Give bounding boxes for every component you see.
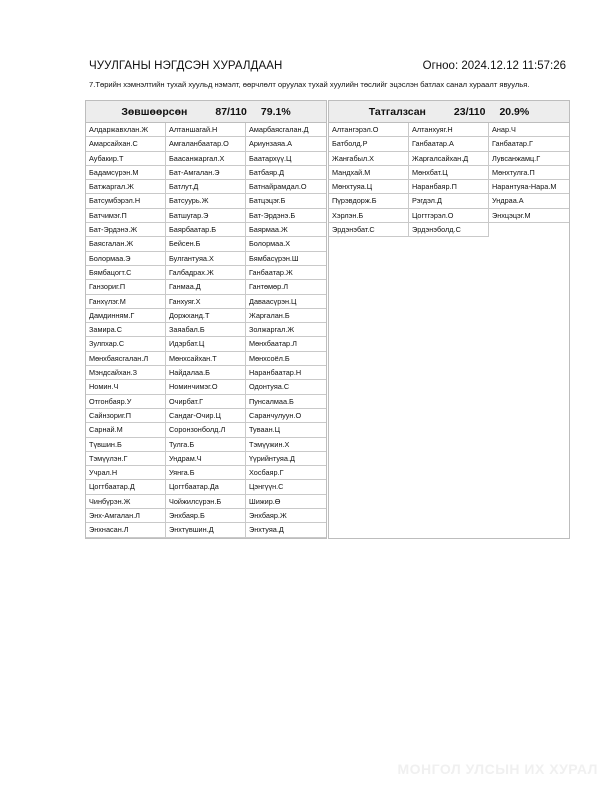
member-name-cell: Батсуурь.Ж: [166, 194, 246, 208]
member-name-cell: Цогтгэрэл.О: [409, 209, 489, 223]
member-name-cell: Мөнхтуяа.Ц: [329, 180, 409, 194]
watermark: МОНГОЛ УЛСЫН ИХ ХУРАЛ: [397, 761, 598, 777]
member-name-cell: Булгантуяа.Х: [166, 252, 246, 266]
member-name-cell: Энхнасан.Л: [86, 523, 166, 537]
member-name-cell: Болормаа.Х: [246, 237, 326, 251]
member-name-cell: Номинчимэг.О: [166, 380, 246, 394]
member-name-cell: Бат-Эрдэнэ.Ж: [86, 223, 166, 237]
member-name-cell: Энхтүвшин.Д: [166, 523, 246, 537]
member-name-cell: Жаргалсайхан.Д: [409, 152, 489, 166]
member-name-cell: Ганбаатар.А: [409, 137, 489, 151]
member-name-cell: Батжаргал.Ж: [86, 180, 166, 194]
member-name-cell: Мэндсайхан.З: [86, 366, 166, 380]
member-name-cell: Заяабал.Б: [166, 323, 246, 337]
member-name-cell: Батнайрамдал.О: [246, 180, 326, 194]
member-name-cell: Тэмүүжин.Х: [246, 438, 326, 452]
member-name-cell: Бадамсүрэн.М: [86, 166, 166, 180]
member-name-cell: Амгаланбаатар.О: [166, 137, 246, 151]
member-name-cell: Үүрийнтуяа.Д: [246, 452, 326, 466]
member-name-cell: Батсумбэрэл.Н: [86, 194, 166, 208]
member-name-cell: Мөнхсайхан.Т: [166, 352, 246, 366]
member-name-cell: Хосбаяр.Г: [246, 466, 326, 480]
member-name-cell: Тулга.Б: [166, 438, 246, 452]
member-name-cell: Ундрам.Ч: [166, 452, 246, 466]
member-name-cell: Наранбаатар.Н: [246, 366, 326, 380]
member-name-cell: Амарсайхан.С: [86, 137, 166, 151]
member-name-cell: Алтанхуяг.Н: [409, 123, 489, 137]
vote-description: 7.Төрийн хэмнэлтийн тухай хуульд нэмэлт, өөрчлөлт оруулах тухай хуулийн төслийг эцэслэн батлах санал хураалт явуулья.: [89, 80, 530, 89]
abstain-count: 23/110: [453, 105, 486, 118]
member-name-cell: Учрал.Н: [86, 466, 166, 480]
member-name-cell: Алтаншагай.Н: [166, 123, 246, 137]
member-name-cell: Түвшин.Б: [86, 438, 166, 452]
abstain-name-grid: [329, 123, 569, 237]
approve-count: 87/110: [215, 105, 247, 118]
member-name-cell: Бейсен.Б: [166, 237, 246, 251]
abstain-header: [329, 101, 569, 123]
member-name-cell: Мөнхтулга.П: [489, 166, 569, 180]
member-name-cell: Золжаргал.Ж: [246, 323, 326, 337]
member-name-cell: Бат-Амгалан.Э: [166, 166, 246, 180]
approve-panel: [85, 100, 327, 539]
member-name-cell: Идэрбат.Ц: [166, 337, 246, 351]
member-name-cell: Мөнхбаатар.Л: [246, 337, 326, 351]
member-name-cell: Батболд.Р: [329, 137, 409, 151]
approve-header: [86, 101, 326, 123]
member-name-cell: Батшугар.Э: [166, 209, 246, 223]
member-name-cell: Цэнгүүн.С: [246, 480, 326, 494]
member-name-cell: Сарнай.М: [86, 423, 166, 437]
member-name-cell: Энхтуяа.Д: [246, 523, 326, 537]
member-name-cell: Соронзонболд.Л: [166, 423, 246, 437]
member-name-cell: Ганхуяг.Х: [166, 295, 246, 309]
member-name-cell: Галбадрах.Ж: [166, 266, 246, 280]
abstain-percent: 20.9%: [499, 105, 530, 118]
member-name-cell: Ганбаатар.Ж: [246, 266, 326, 280]
member-name-cell: Номин.Ч: [86, 380, 166, 394]
member-name-cell: Эрдэнэболд.С: [409, 223, 489, 237]
member-name-cell: Анар.Ч: [489, 123, 569, 137]
member-name-cell: Алдаржавхлан.Ж: [86, 123, 166, 137]
member-name-cell: Очирбат.Г: [166, 395, 246, 409]
member-name-cell: Бямбасүрэн.Ш: [246, 252, 326, 266]
page-title: ЧУУЛГАНЫ НЭГДСЭН ХУРАЛДААН: [89, 60, 283, 72]
approve-percent: 79.1%: [260, 105, 291, 118]
member-name-cell: Эрдэнэбат.С: [329, 223, 409, 237]
member-name-cell: Энх-Амгалан.Л: [86, 509, 166, 523]
member-name-cell: Жаргалан.Б: [246, 309, 326, 323]
member-name-cell: Найдалаа.Б: [166, 366, 246, 380]
abstain-label: Татгалзсан: [368, 105, 426, 118]
member-name-cell: Батлут.Д: [166, 180, 246, 194]
member-name-cell: Бямбацогт.С: [86, 266, 166, 280]
member-name-cell: Бат-Эрдэнэ.Б: [246, 209, 326, 223]
member-name-cell: Ганзориг.П: [86, 280, 166, 294]
member-name-cell: Аубакир.Т: [86, 152, 166, 166]
member-name-cell: Ундраа.А: [489, 194, 569, 208]
member-name-cell: Уянга.Б: [166, 466, 246, 480]
member-name-cell: Амарбаясгалан.Д: [246, 123, 326, 137]
member-name-cell: Батчимэг.П: [86, 209, 166, 223]
member-name-cell: Баатархүү.Ц: [246, 152, 326, 166]
member-name-cell: Отгонбаяр.У: [86, 395, 166, 409]
date-label: Огноо: 2024.12.12 11:57:26: [422, 60, 566, 72]
member-name-cell: Ганхүлэг.М: [86, 295, 166, 309]
member-name-cell: Мөнхбат.Ц: [409, 166, 489, 180]
member-name-cell: Сайнзориг.П: [86, 409, 166, 423]
member-name-cell: Даваасүрэн.Ц: [246, 295, 326, 309]
member-name-cell: Баясгалан.Ж: [86, 237, 166, 251]
member-name-cell: Рэгдэл.Д: [409, 194, 489, 208]
member-name-cell: Наранбаяр.П: [409, 180, 489, 194]
member-name-cell: Зулпхар.С: [86, 337, 166, 351]
member-name-cell: Жангабыл.Х: [329, 152, 409, 166]
member-name-cell: Цогтбаатар.Д: [86, 480, 166, 494]
member-name-cell: Энхбаяр.Ж: [246, 509, 326, 523]
member-name-cell: Чойжилсүрэн.Б: [166, 495, 246, 509]
member-name-cell: Мөнхбаясгалан.Л: [86, 352, 166, 366]
member-name-cell: Батцэцэг.Б: [246, 194, 326, 208]
member-name-cell: Цогтбаатар.Да: [166, 480, 246, 494]
member-name-cell: Чинбүрэн.Ж: [86, 495, 166, 509]
approve-label: Зөвшөөрсөн: [121, 105, 188, 118]
member-name-cell: Лувсанжамц.Г: [489, 152, 569, 166]
member-name-cell: Энхцэцэг.М: [489, 209, 569, 223]
member-name-cell: Доржханд.Т: [166, 309, 246, 323]
member-name-cell: Гантөмөр.Л: [246, 280, 326, 294]
member-name-cell: Ариунзаяа.А: [246, 137, 326, 151]
member-name-cell: Саранчулуун.О: [246, 409, 326, 423]
member-name-cell: Алтангэрэл.О: [329, 123, 409, 137]
member-name-cell: Ганмаа.Д: [166, 280, 246, 294]
member-name-cell: Баярбаатар.Б: [166, 223, 246, 237]
member-name-cell: Баасанжаргал.Х: [166, 152, 246, 166]
approve-name-grid: [86, 123, 326, 538]
member-name-cell: Батбаяр.Д: [246, 166, 326, 180]
member-name-cell: Мөнхсоёл.Б: [246, 352, 326, 366]
member-name-cell: Ганбаатар.Г: [489, 137, 569, 151]
abstain-panel: [328, 100, 570, 539]
member-name-cell: Болормаа.Э: [86, 252, 166, 266]
member-name-cell: Энхбаяр.Б: [166, 509, 246, 523]
member-name-cell: Баярмаа.Ж: [246, 223, 326, 237]
member-name-cell: Нарантуяа-Нара.М: [489, 180, 569, 194]
member-name-cell: Тэмүүлэн.Г: [86, 452, 166, 466]
member-name-cell: Дамдинням.Г: [86, 309, 166, 323]
member-name-cell: Мандхай.М: [329, 166, 409, 180]
member-name-cell: Сандаг-Очир.Ц: [166, 409, 246, 423]
member-name-cell: Хэрлэн.Б: [329, 209, 409, 223]
member-name-cell: Шижир.Ө: [246, 495, 326, 509]
member-name-cell: Одонтуяа.С: [246, 380, 326, 394]
member-name-cell: Пунсалмаа.Б: [246, 395, 326, 409]
member-name-cell: Пүрэвдорж.Б: [329, 194, 409, 208]
member-name-cell: Туваан.Ц: [246, 423, 326, 437]
member-name-cell: Замира.С: [86, 323, 166, 337]
